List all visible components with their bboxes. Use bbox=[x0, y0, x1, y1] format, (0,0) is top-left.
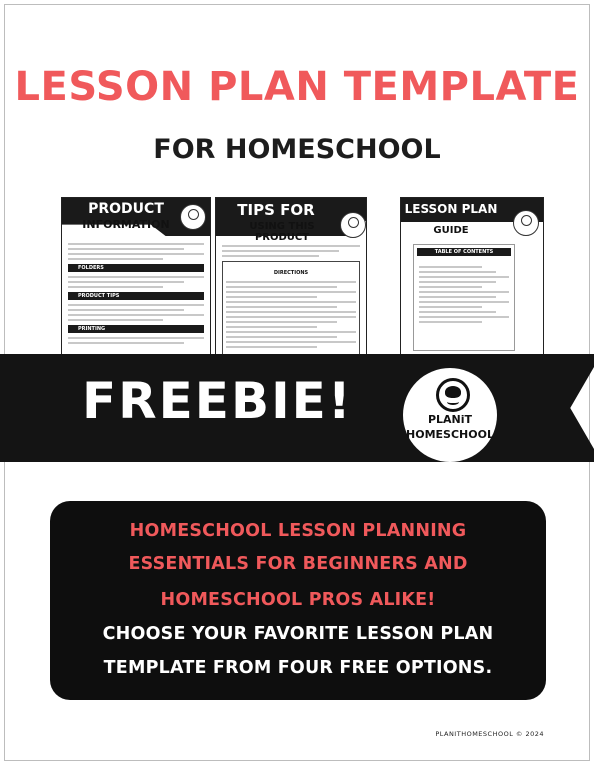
thumbnail-section-heading: TABLE OF CONTENTS bbox=[417, 248, 511, 256]
table-of-contents-box bbox=[413, 244, 515, 351]
copyright-footer: PLANITHOMESCHOOL © 2024 bbox=[435, 730, 544, 738]
thumbnail-section-bar: PRODUCT TIPS bbox=[68, 292, 204, 300]
thumbnail-subtitle: INFORMATION bbox=[82, 218, 170, 231]
callout-white-line: CHOOSE YOUR FAVORITE LESSON PLAN bbox=[102, 624, 494, 644]
logo-line-2: HOMESCHOOL bbox=[406, 428, 494, 441]
callout-white-line: TEMPLATE FROM FOUR FREE OPTIONS. bbox=[103, 658, 493, 678]
thumbnail-text-lines bbox=[68, 240, 204, 347]
thumbnail-text-lines bbox=[222, 242, 360, 355]
callout-red-line: HOMESCHOOL PROS ALIKE! bbox=[160, 590, 436, 610]
planit-logo-icon bbox=[180, 204, 206, 230]
callout-box bbox=[50, 501, 546, 700]
thumbnail-tips bbox=[215, 197, 367, 356]
thumbnail-title: TIPS FOR bbox=[237, 201, 315, 219]
planit-homeschool-logo bbox=[403, 368, 497, 462]
thumbnail-section-bar: FOLDERS bbox=[68, 264, 204, 272]
callout-red-line: ESSENTIALS FOR BEGINNERS AND bbox=[128, 554, 468, 574]
thumbnail-subtitle: GUIDE bbox=[433, 225, 469, 236]
thumbnail-subtitle: USING THIS PRODUCT bbox=[249, 221, 315, 243]
callout-red-line: HOMESCHOOL LESSON PLANNING bbox=[129, 521, 467, 541]
freebie-heading: FREEBIE! bbox=[82, 372, 353, 430]
thumbnail-title: LESSON PLAN bbox=[404, 202, 498, 216]
astronaut-face-icon bbox=[436, 378, 470, 412]
thumbnail-section-bar: PRINTING bbox=[68, 325, 204, 333]
thumbnail-title: PRODUCT bbox=[88, 201, 164, 217]
page-title: LESSON PLAN TEMPLATE bbox=[14, 64, 580, 110]
thumbnail-product-information bbox=[61, 197, 211, 356]
thumbnail-lesson-plan-guide bbox=[400, 197, 544, 356]
planit-logo-icon bbox=[513, 210, 539, 236]
logo-line-1: PLANiT bbox=[427, 413, 473, 426]
thumbnail-section-heading: DIRECTIONS bbox=[273, 270, 309, 276]
page-subtitle: FOR HOMESCHOOL bbox=[153, 134, 441, 165]
planit-logo-icon bbox=[340, 212, 366, 238]
